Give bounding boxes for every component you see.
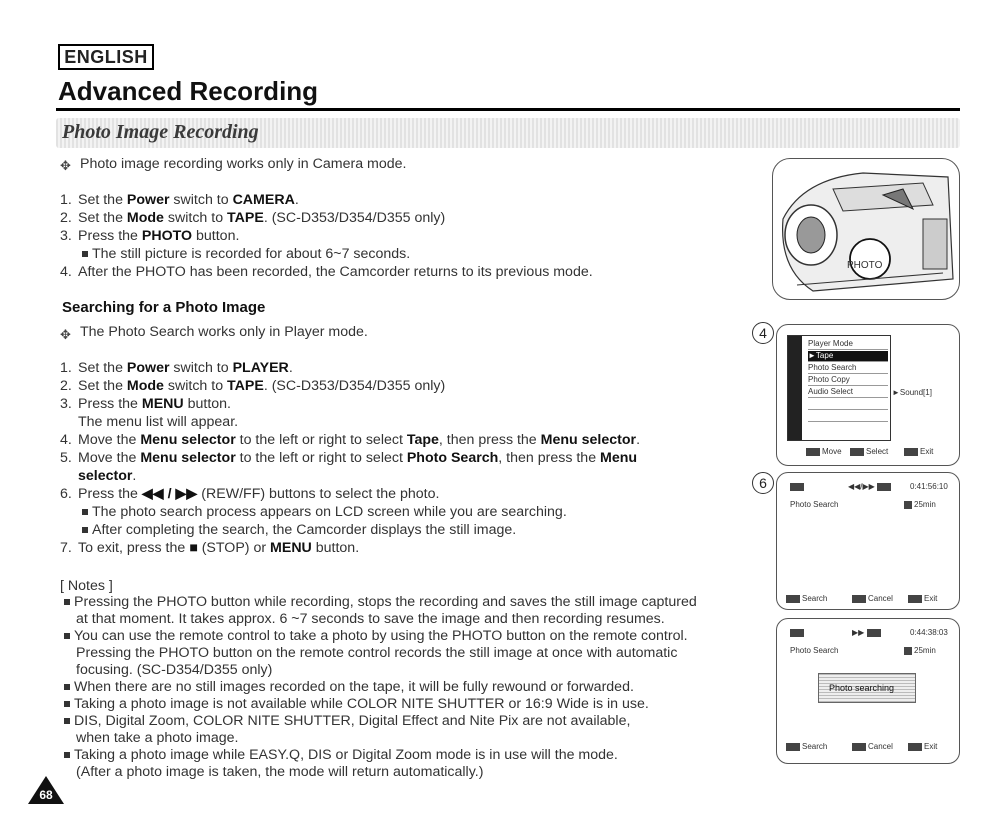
step-number: 4. [60,264,72,280]
screen2-footer-cancel: Cancel [852,742,893,751]
note-item-continued: at that moment. It takes approx. 6 ~7 seconds to save the image and then recording resumes. [76,611,665,627]
step-number: 1. [60,360,72,376]
menu-item-audio-select: Audio Select [808,387,888,398]
step-sub-bullet: After completing the search, the Camcorder displays the still image. [80,522,516,539]
search-step: Set the Power switch to PLAYER. [78,360,293,376]
recording-step: Set the Mode switch to TAPE. (SC-D353/D354/D355 only) [78,210,446,226]
note-item-continued: (After a photo image is taken, the mode will return automatically.) [76,764,484,780]
screen1-label: Photo Search [790,500,839,509]
screen1-footer-exit: Exit [908,594,937,603]
tape-icon [790,628,806,637]
step-number: 6. [60,486,72,502]
note-item: Taking a photo image is not available while COLOR NITE SHUTTER or 16:9 Wide is in use. [62,696,649,713]
ff-indicator: ▶▶ [852,628,883,637]
note-item: When there are no still images recorded on the tape, it will be fully rewound or forwarded. [62,679,634,696]
note-item: DIS, Digital Zoom, COLOR NITE SHUTTER, Digital Effect and Nite Pix are not available, [62,713,630,730]
screen2-footer-exit: Exit [908,742,937,751]
recording-step: Set the Power switch to CAMERA. [78,192,299,208]
step-number: 3. [60,396,72,412]
notes-heading: [ Notes ] [60,578,113,594]
recording-step: Press the PHOTO button. [78,228,240,244]
search-step: To exit, press the ■ (STOP) or MENU button. [78,540,360,556]
screen2-label: Photo Search [790,646,839,655]
title-divider [56,108,960,111]
note-item-continued: focusing. (SC-D354/D355 only) [76,662,273,678]
step-number: 4. [60,432,72,448]
menu-item-photo-search: Photo Search [808,363,888,374]
page-title: Advanced Recording [58,76,319,106]
screen1-footer-cancel: Cancel [852,594,893,603]
menu-item-tape: ►Tape [808,351,888,362]
note-item: Taking a photo image while EASY.Q, DIS or Digital Zoom mode is in use will the mode. [62,747,618,764]
diamond-bullet-icon: ✥ [60,158,71,173]
language-tag: ENGLISH [58,44,154,70]
step-number: 3. [60,228,72,244]
square-bullet-icon [82,251,88,257]
note-item: You can use the remote control to take a photo by using the PHOTO button on the remote control. [62,628,688,645]
search-step: Set the Mode switch to TAPE. (SC-D353/D354/D355 only) [78,378,446,394]
step-6-marker: 6 [752,472,774,494]
menu-item-photo-copy: Photo Copy [808,375,888,386]
search-heading: Searching for a Photo Image [62,299,266,316]
photo-search-screen-1 [776,472,960,610]
menu-footer-select: Select [850,447,888,456]
note-item-continued: when take a photo image. [76,730,239,746]
menu-icon-strip [788,336,802,440]
intro-text: Photo image recording works only in Camera mode. [80,156,407,172]
search-step: Press the MENU button. [78,396,231,412]
step-sub-text: The menu list will appear. [78,414,239,430]
note-item-continued: Pressing the PHOTO button on the remote control records the still image at once with automatic [76,645,678,661]
tape-icon [790,482,806,491]
square-bullet-icon [82,527,88,533]
search-intro: The Photo Search works only in Player mode. [80,324,368,340]
step-sub-bullet: The photo search process appears on LCD screen while you are searching. [80,504,567,521]
step-4-marker: 4 [752,322,774,344]
step-number: 5. [60,450,72,466]
section-title: Photo Image Recording [62,121,259,143]
search-step: Move the Menu selector to the left or right to select Photo Search, then press the Menu [78,450,638,466]
screen1-remain: 25min [904,500,936,509]
recording-step: After the PHOTO has been recorded, the Camcorder returns to its previous mode. [78,264,593,280]
rew-ff-indicator: ◀◀/▶▶ [848,482,893,491]
photo-searching-banner: Photo searching [818,673,916,703]
page-number: 68 [39,788,53,802]
step-number: 2. [60,210,72,226]
menu-footer-move: Move [806,447,842,456]
search-step: Press the ◀◀ / ▶▶ (REW/FF) buttons to select the photo. [78,486,440,502]
camcorder-icon [773,159,959,299]
step-number: 2. [60,378,72,394]
screen2-time: 0:44:38:03 [910,628,948,637]
menu-panel [787,335,891,441]
camcorder-illustration [772,158,960,300]
photo-button-label: PHOTO [847,260,883,271]
menu-sound-value: ►Sound[1] [892,388,932,397]
menu-title: Player Mode [808,339,888,350]
step-number: 7. [60,540,72,556]
screen2-remain: 25min [904,646,936,655]
recording-note: The still picture is recorded for about 6~7 seconds. [80,246,410,263]
search-step-continued: selector. [78,468,137,484]
section-banner [56,118,960,148]
diamond-bullet-icon: ✥ [60,327,71,342]
screen1-footer-search: Search [786,594,827,603]
screen2-footer-search: Search [786,742,827,751]
note-item: Pressing the PHOTO button while recording, stops the recording and saves the still image captured [62,594,697,611]
screen1-time: 0:41:56:10 [910,482,948,491]
square-bullet-icon [82,509,88,515]
menu-footer-exit: Exit [904,447,933,456]
search-step: Move the Menu selector to the left or right to select Tape, then press the Menu selector. [78,432,641,448]
step-number: 1. [60,192,72,208]
